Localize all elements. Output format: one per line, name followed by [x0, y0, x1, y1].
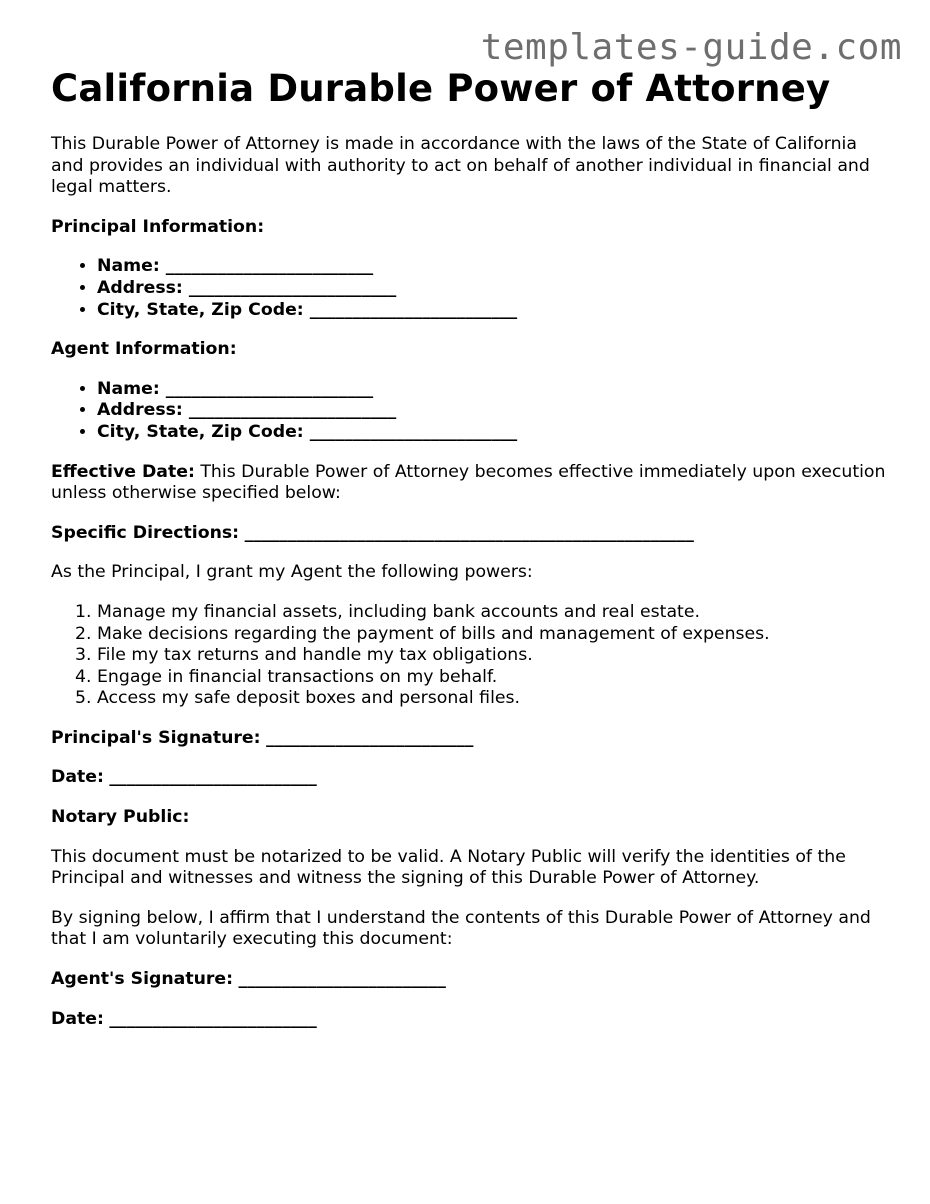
agent-info-list — [51, 379, 891, 444]
principal-address-blank[interactable]: ________________________ — [188, 277, 397, 298]
notary-heading: Notary Public: — [51, 807, 190, 828]
notary-paragraph: This document must be notarized to be valid. A Notary Public will verify the identities of the Principal and witnesses and witness the signing of this Durable Power of Attorney. — [51, 846, 846, 889]
page-title: California Durable Power of Attorney — [51, 67, 831, 110]
specific-directions-line — [51, 523, 891, 545]
list-item — [97, 422, 891, 444]
effective-date-text: This Durable Power of Attorney becomes effective immediately upon execution unless otherwise specified below: — [51, 461, 886, 504]
field-label: Address: — [97, 400, 183, 421]
agent-signature-blank[interactable]: ________________________ — [238, 969, 446, 990]
agent-info-heading: Agent Information: — [51, 339, 237, 360]
list-item — [97, 278, 891, 300]
field-label: City, State, Zip Code: — [97, 299, 304, 320]
principal-name-blank[interactable]: ________________________ — [165, 256, 374, 277]
principal-signature-blank[interactable]: ________________________ — [266, 727, 474, 748]
list-item: 4. Engage in financial transactions on my behalf. — [97, 667, 891, 689]
watermark: templates-guide.com — [480, 27, 902, 68]
document-page — [51, 68, 891, 1048]
list-item: 2. Make decisions regarding the payment of bills and management of expenses. — [97, 624, 891, 646]
principal-info-heading: Principal Information: — [51, 216, 265, 237]
agent-city-state-zip-blank[interactable]: ________________________ — [309, 421, 518, 442]
principal-signature-line — [51, 728, 891, 750]
agent-name-blank[interactable]: ________________________ — [165, 378, 374, 399]
principal-date-label: Date: — [51, 767, 104, 788]
list-item: 5. Access my safe deposit boxes and personal files. — [97, 688, 891, 710]
list-item — [97, 400, 891, 422]
field-label: City, State, Zip Code: — [97, 421, 304, 442]
agent-signature-label: Agent's Signature: — [51, 969, 234, 990]
field-label: Name: — [97, 378, 160, 399]
agent-date-line — [51, 1009, 891, 1031]
list-item — [97, 256, 891, 278]
affirmation-paragraph: By signing below, I affirm that I understand the contents of this Durable Power of Attorney and that I am voluntarily executing this document: — [51, 907, 871, 950]
powers-list — [51, 602, 891, 710]
list-item — [97, 300, 891, 322]
principal-date-line — [51, 767, 891, 789]
field-label: Address: — [97, 277, 183, 298]
list-item: 1. Manage my financial assets, including bank accounts and real estate. — [97, 602, 891, 624]
list-item — [97, 379, 891, 401]
principal-info-list — [51, 256, 891, 321]
specific-directions-blank[interactable]: ____________________________________________________ — [244, 522, 694, 543]
effective-date-paragraph — [51, 462, 891, 505]
field-label: Name: — [97, 256, 160, 277]
principal-city-state-zip-blank[interactable]: ________________________ — [309, 299, 518, 320]
powers-intro: As the Principal, I grant my Agent the following powers: — [51, 562, 533, 583]
effective-date-label: Effective Date: — [51, 461, 195, 482]
agent-signature-line — [51, 969, 891, 991]
specific-directions-label: Specific Directions: — [51, 522, 240, 543]
agent-date-label: Date: — [51, 1008, 104, 1029]
principal-date-blank[interactable]: ________________________ — [109, 767, 317, 788]
list-item: 3. File my tax returns and handle my tax obligations. — [97, 645, 891, 667]
agent-address-blank[interactable]: ________________________ — [188, 400, 397, 421]
agent-date-blank[interactable]: ________________________ — [109, 1008, 317, 1029]
principal-signature-label: Principal's Signature: — [51, 727, 261, 748]
intro-paragraph: This Durable Power of Attorney is made in accordance with the laws of the State of California and provides an individual with authority to act on behalf of another individual in financial and legal matters. — [51, 134, 870, 198]
